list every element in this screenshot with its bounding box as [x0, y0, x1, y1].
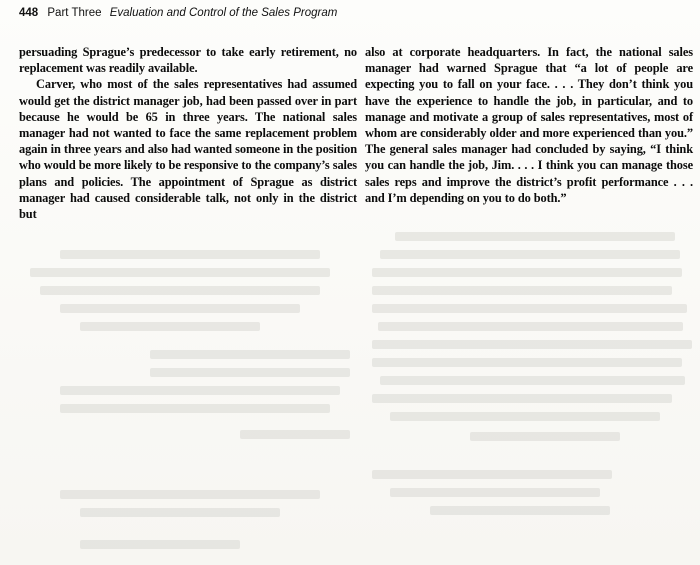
left-column — [19, 44, 357, 222]
right-paragraph-1: also at corporate headquarters. In fact, the national sales manager had warned Sprague that “a lot of people are expecting you to fall on your face. . . . They don’t think you have the experience to handle the job, in particular, and to manage and motivate a group of sales representatives, most of whom are considerably older and more experienced than you.” The general sales manager had concluded by saying, “I think you can handle the job, Jim. . . . I think you can manage those sales reps and improve the district’s profit performance . . . and I’m depending on you to do both.” — [365, 45, 693, 205]
section-title: Part Three — [47, 7, 102, 19]
right-column — [365, 44, 693, 206]
left-paragraph-2: Carver, who most of the sales representatives had assumed would get the district manager job, had been passed over in part because he would be 65 in three years. The national sales manager had not wanted to face the same replacement problem again in three years and also had wanted someone in the position who would be more likely to be responsive to the company’s sales plans and policies. The appointment of Sprague as district manager had caused considerable talk, not only in the district but — [19, 77, 357, 222]
page-number: 448 — [19, 7, 39, 19]
chapter-title: Evaluation and Control of the Sales Program — [109, 7, 338, 19]
running-header — [19, 7, 337, 19]
left-paragraph-1: persuading Sprague’s predecessor to take early retirement, no replacement was readily available. — [19, 45, 357, 76]
